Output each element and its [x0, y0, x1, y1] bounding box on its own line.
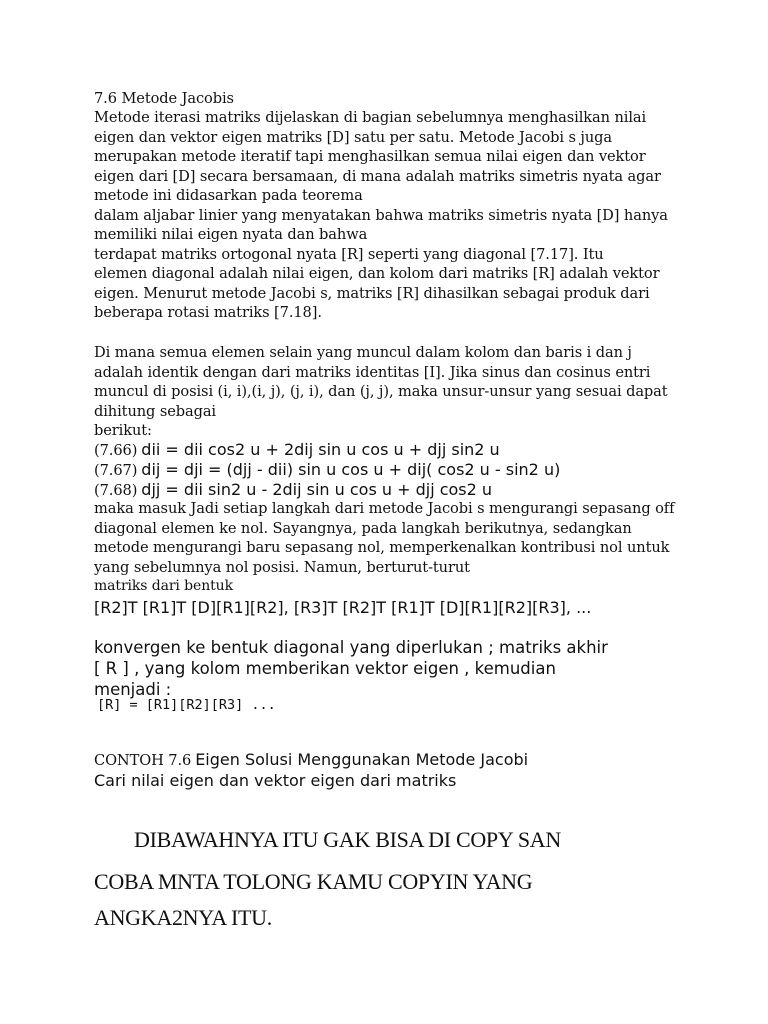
- equation-number: (7.66): [94, 442, 138, 459]
- example-label: CONTOH 7.6: [94, 752, 192, 769]
- text-line: matriks dari bentuk: [94, 578, 233, 594]
- product-formula: [R] = [R1][R2][R3] ...: [97, 697, 276, 713]
- equation-number: (7.68): [94, 482, 138, 499]
- text-line: yang sebelumnya nol posisi. Namun, berturut-turut: [94, 558, 470, 576]
- text-line: terdapat matriks ortogonal nyata [R] seperti yang diagonal [7.17]. Itu: [94, 245, 604, 263]
- note-line: COBA MNTA TOLONG KAMU COPYIN YANG: [94, 869, 533, 894]
- equation-7-66: [94, 440, 560, 460]
- text-line: metode mengurangi baru sepasang nol, memperkenalkan kontribusi nol untuk: [94, 539, 670, 556]
- text-line: maka masuk Jadi setiap langkah dari metode Jacobi s mengurangi sepasang off: [94, 500, 675, 517]
- text-line: muncul di posisi (i, i),(i, j), (j, i), dan (j, j), maka unsur-unsur yang sesuai dapat: [94, 383, 668, 400]
- text-line: berikut:: [94, 422, 152, 439]
- equation-7-67: [94, 460, 560, 480]
- text-line: konvergen ke bentuk diagonal yang diperlukan ; matriks akhir: [94, 638, 608, 657]
- text-line: adalah identik dengan dari matriks identitas [I]. Jika sinus dan cosinus entri: [94, 363, 651, 381]
- equation-expression: dii = dii cos2 u + 2dij sin u cos u + djj sin2 u: [141, 440, 500, 459]
- matrix-sequence-formula: [R2]T [R1]T [D][R1][R2], [R3]T [R2]T [R1]T [D][R1][R2][R3], ...: [94, 598, 592, 617]
- equation-expression: djj = dii sin2 u - 2dij sin u cos u + djj cos2 u: [141, 480, 493, 499]
- text-line: merupakan metode iteratif tapi menghasilkan semua nilai eigen dan vektor: [94, 148, 646, 165]
- text-line: dalam aljabar linier yang menyatakan bahwa matriks simetris nyata [D] hanya: [94, 206, 668, 224]
- text-line: dihitung sebagai: [94, 402, 216, 420]
- example-title: Eigen Solusi Menggunakan Metode Jacobi: [195, 750, 529, 769]
- text-line: [ R ] , yang kolom memberikan vektor eigen , kemudian: [94, 659, 556, 678]
- paragraph-rotation: [94, 343, 668, 441]
- text-line: eigen dari [D] secara bersamaan, di mana adalah matriks simetris nyata agar: [94, 167, 661, 185]
- text-line: eigen dan vektor eigen matriks [D] satu per satu. Metode Jacobi s juga: [94, 128, 612, 146]
- paragraph-convergence: [94, 499, 674, 595]
- paragraph-intro: [94, 108, 668, 323]
- text-line: menjadi :: [94, 680, 172, 699]
- section-title: 7.6 Metode Jacobis: [94, 90, 234, 107]
- example-task: Cari nilai eigen dan vektor eigen dari matriks: [94, 771, 457, 790]
- text-line: memiliki nilai eigen nyata dan bahwa: [94, 226, 368, 243]
- equation-number: (7.67): [94, 462, 138, 479]
- text-line: Di mana semua elemen selain yang muncul dalam kolom dan baris i dan j: [94, 344, 632, 361]
- text-line: metode ini didasarkan pada teorema: [94, 187, 363, 204]
- example-heading: [94, 750, 528, 771]
- text-line: beberapa rotasi matriks [7.18].: [94, 304, 322, 321]
- note-line: ANGKA2NYA ITU.: [94, 905, 272, 930]
- text-line: diagonal elemen ke nol. Sayangnya, pada langkah berikutnya, sedangkan: [94, 519, 632, 537]
- text-line: Metode iterasi matriks dijelaskan di bagian sebelumnya menghasilkan nilai: [94, 109, 647, 126]
- handwritten-note: [94, 864, 532, 936]
- handwritten-note-line: DIBAWAHNYA ITU GAK BISA DI COPY SAN: [134, 827, 561, 852]
- text-line: elemen diagonal adalah nilai eigen, dan kolom dari matriks [R] adalah vektor: [94, 265, 660, 282]
- equation-list: [94, 440, 560, 500]
- equation-expression: dij = dji = (djj - dii) sin u cos u + dij( cos2 u - sin2 u): [141, 460, 561, 479]
- text-line: eigen. Menurut metode Jacobi s, matriks [R] dihasilkan sebagai produk dari: [94, 284, 650, 302]
- paragraph-final-matrix: [94, 637, 608, 700]
- equation-7-68: [94, 480, 560, 500]
